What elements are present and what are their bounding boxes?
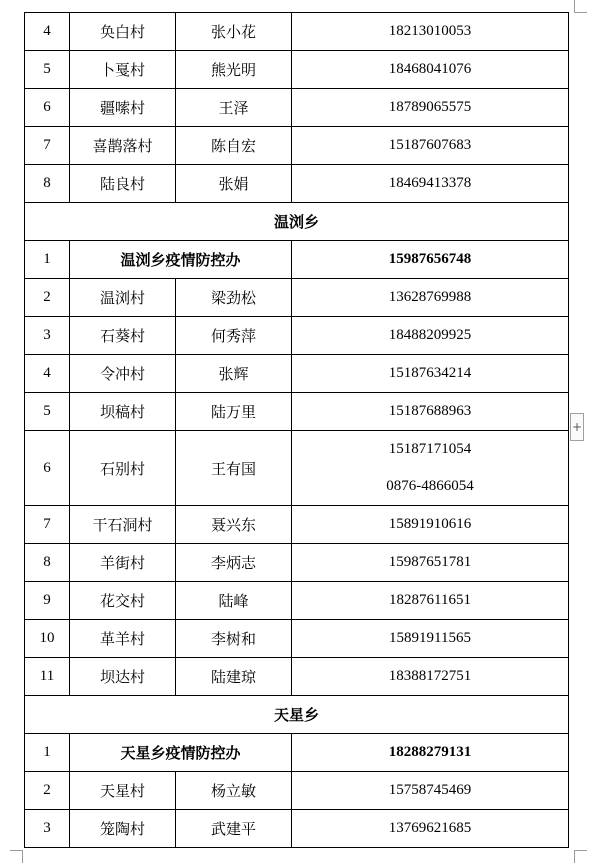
contact-name: 陈自宏: [176, 127, 292, 165]
row-number: 7: [25, 506, 70, 544]
phone-cell: [292, 810, 569, 848]
phone-number: 13628769988: [388, 289, 472, 305]
contact-name: 熊光明: [176, 51, 292, 89]
table-row: [25, 279, 569, 317]
row-number: 6: [25, 431, 70, 506]
row-number: 3: [25, 317, 70, 355]
table-row: [25, 544, 569, 582]
contact-name: 李炳志: [176, 544, 292, 582]
table-row: [25, 127, 569, 165]
section-title: 天星乡: [25, 696, 569, 734]
table-row: [25, 772, 569, 810]
row-number: 2: [25, 279, 70, 317]
add-row-handle[interactable]: [570, 413, 584, 441]
phone-number: 18469413378: [388, 175, 472, 191]
village-name: 疆嗦村: [70, 89, 176, 127]
phone-cell: [292, 658, 569, 696]
phone-number: 15891911565: [389, 630, 471, 646]
phone-cell: [292, 13, 569, 51]
section-header-row: [25, 696, 569, 734]
phone-cell: [292, 582, 569, 620]
contact-table-body: [25, 13, 569, 848]
crop-mark-top-right: [574, 0, 587, 13]
contact-name: 李树和: [176, 620, 292, 658]
section-title: 温浏乡: [25, 203, 569, 241]
contact-name: 聂兴东: [176, 506, 292, 544]
row-number: 4: [25, 13, 70, 51]
table-row: [25, 582, 569, 620]
phone-number: 18789065575: [388, 99, 472, 115]
plus-icon: +: [571, 420, 583, 434]
phone-number: 18213010053: [388, 23, 472, 39]
phone-cell: [292, 355, 569, 393]
office-name: 温浏乡疫情防控办: [70, 241, 292, 279]
table-row: [25, 810, 569, 848]
contact-name: 张小花: [176, 13, 292, 51]
village-name: 石别村: [70, 431, 176, 506]
village-name: 革羊村: [70, 620, 176, 658]
table-row: [25, 620, 569, 658]
row-number: 5: [25, 51, 70, 89]
phone-cell: [292, 241, 569, 279]
table-row: [25, 317, 569, 355]
phone-number: 18288279131: [388, 744, 472, 760]
village-name: 羊街村: [70, 544, 176, 582]
phone-number: 15187688963: [388, 403, 472, 419]
phone-cell: [292, 544, 569, 582]
row-number: 2: [25, 772, 70, 810]
village-name: 花交村: [70, 582, 176, 620]
row-number: 7: [25, 127, 70, 165]
contact-name: 武建平: [176, 810, 292, 848]
phone-number: 18388172751: [388, 668, 472, 684]
phone-cell: [292, 772, 569, 810]
section-header-row: [25, 203, 569, 241]
phone-cell: [292, 317, 569, 355]
phone-number: 18488209925: [388, 327, 472, 343]
contact-name: 张辉: [176, 355, 292, 393]
phone-cell: [292, 620, 569, 658]
village-name: 喜鹊落村: [70, 127, 176, 165]
contact-name: 陆峰: [176, 582, 292, 620]
row-number: 11: [25, 658, 70, 696]
village-name: 干石洞村: [70, 506, 176, 544]
phone-number: 15187607683: [388, 137, 472, 153]
office-row: [25, 734, 569, 772]
row-number: 8: [25, 544, 70, 582]
phone-cell: [292, 89, 569, 127]
contact-name: 陆建琼: [176, 658, 292, 696]
row-number: 6: [25, 89, 70, 127]
table-row: [25, 506, 569, 544]
table-row: [25, 51, 569, 89]
crop-mark-bottom-right: [574, 850, 587, 863]
village-name: 令冲村: [70, 355, 176, 393]
contact-name: 何秀萍: [176, 317, 292, 355]
contact-name: 梁劲松: [176, 279, 292, 317]
row-number: 8: [25, 165, 70, 203]
contact-name: 陆万里: [176, 393, 292, 431]
row-number: 1: [25, 241, 70, 279]
phone-number: 15187171054: [388, 441, 472, 457]
table-row: [25, 165, 569, 203]
phone-cell: [292, 734, 569, 772]
contact-name: 王泽: [176, 89, 292, 127]
village-name: 石葵村: [70, 317, 176, 355]
phone-cell: [292, 393, 569, 431]
village-name: 坝稿村: [70, 393, 176, 431]
contact-table: [24, 12, 569, 848]
contact-name: 张娟: [176, 165, 292, 203]
table-row: [25, 658, 569, 696]
table-row: [25, 13, 569, 51]
phone-cell: [292, 165, 569, 203]
phone-number: 15987651781: [388, 554, 472, 570]
contact-name: 王有国: [176, 431, 292, 506]
phone-number: 15187634214: [388, 365, 472, 381]
village-name: 陆良村: [70, 165, 176, 203]
row-number: 3: [25, 810, 70, 848]
phone-cell: [292, 431, 569, 506]
phone-number: 15758745469: [388, 782, 472, 798]
contact-name: 杨立敏: [176, 772, 292, 810]
phone-number: 15891910616: [388, 516, 472, 532]
phone-number: 18468041076: [388, 61, 472, 77]
crop-mark-bottom-left: [10, 850, 23, 863]
phone-number: 18287611651: [389, 592, 471, 608]
phone-number: 15987656748: [388, 251, 472, 267]
phone-number: 13769621685: [388, 820, 472, 836]
phone-cell: [292, 127, 569, 165]
row-number: 9: [25, 582, 70, 620]
village-name: 卜戛村: [70, 51, 176, 89]
table-row: [25, 89, 569, 127]
table-row: [25, 431, 569, 506]
village-name: 奂白村: [70, 13, 176, 51]
village-name: 天星村: [70, 772, 176, 810]
table-row: [25, 355, 569, 393]
village-name: 坝达村: [70, 658, 176, 696]
row-number: 4: [25, 355, 70, 393]
village-name: 笼陶村: [70, 810, 176, 848]
phone-cell: [292, 506, 569, 544]
row-number: 1: [25, 734, 70, 772]
phone-number: 0876-4866054: [386, 478, 474, 494]
office-name: 天星乡疫情防控办: [70, 734, 292, 772]
row-number: 5: [25, 393, 70, 431]
village-name: 温浏村: [70, 279, 176, 317]
phone-cell: [292, 279, 569, 317]
row-number: 10: [25, 620, 70, 658]
phone-cell: [292, 51, 569, 89]
table-row: [25, 393, 569, 431]
office-row: [25, 241, 569, 279]
